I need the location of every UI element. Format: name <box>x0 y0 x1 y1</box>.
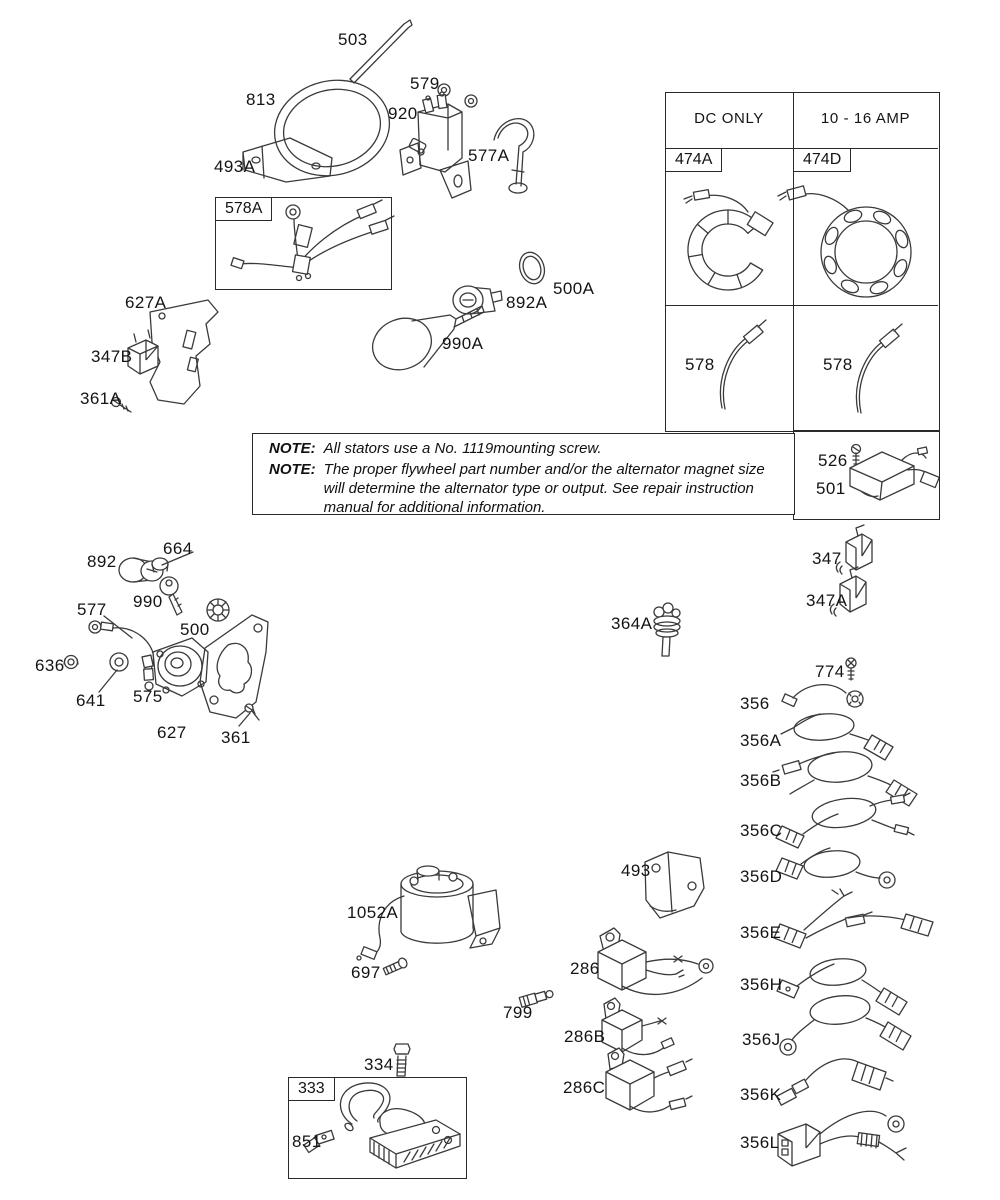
wire-356-drawing <box>782 685 863 707</box>
washer-500-drawing <box>207 599 229 621</box>
part-label-501-15: 501 <box>816 479 846 498</box>
boxed-label-474A: 474A <box>665 148 722 172</box>
table-header-10-16-amp: 10 - 16 AMP <box>820 110 911 127</box>
screw-697-drawing <box>382 957 408 976</box>
part-label-347B-7: 347B <box>91 347 133 366</box>
harness-356H-drawing <box>777 956 907 1015</box>
part-label-990-20: 990 <box>133 592 163 611</box>
harness-356D-drawing <box>776 848 895 888</box>
part-label-356L-39: 356L <box>740 1133 780 1152</box>
harness-356E-drawing <box>774 889 933 948</box>
regulator-cell-outline <box>793 430 940 520</box>
part-label-627A-6: 627A <box>125 293 167 312</box>
part-label-356-30: 356 <box>740 694 770 713</box>
harness-356L-drawing <box>778 1111 906 1166</box>
part-label-892A-10: 892A <box>506 293 548 312</box>
screw-361-drawing <box>239 704 259 726</box>
stator-table-outline <box>665 92 940 432</box>
part-label-286B-45: 286B <box>564 1027 606 1046</box>
note-row-2 <box>269 460 784 517</box>
part-label-500-22: 500 <box>180 620 210 639</box>
module-286B-drawing <box>602 998 674 1055</box>
part-label-813-1: 813 <box>246 90 276 109</box>
part-label-578-13: 578 <box>823 355 853 374</box>
ring-500A-drawing <box>516 249 549 287</box>
wire-356K-drawing <box>777 1059 893 1105</box>
boxed-label-333: 333 <box>288 1077 335 1101</box>
part-label-579-2: 579 <box>410 74 440 93</box>
bracket-627A-drawing <box>150 300 218 404</box>
note-row-1 <box>269 439 784 458</box>
key-990-drawing <box>160 577 182 615</box>
part-label-1052A-40: 1052A <box>347 903 399 922</box>
part-label-500A-9: 500A <box>553 279 595 298</box>
harness-356C-drawing <box>776 793 914 848</box>
part-label-641-24: 641 <box>76 691 106 710</box>
nut-636-drawing <box>64 656 78 669</box>
part-label-286-43: 286 <box>570 959 600 978</box>
note-1-label: NOTE: <box>269 440 316 457</box>
part-label-286C-46: 286C <box>563 1078 606 1097</box>
part-label-361-27: 361 <box>221 728 251 747</box>
module-286-drawing <box>598 928 713 994</box>
bolt-334-drawing <box>394 1044 410 1076</box>
part-label-356H-36: 356H <box>740 975 783 994</box>
part-label-575-25: 575 <box>133 687 163 706</box>
part-label-636-23: 636 <box>35 656 65 675</box>
part-label-356E-35: 356E <box>740 923 782 942</box>
part-label-526-14: 526 <box>818 451 848 470</box>
part-label-361A-8: 361A <box>80 389 122 408</box>
note-2-label: NOTE: <box>269 461 316 478</box>
boxed-label-578A: 578A <box>215 197 272 221</box>
switch-347B-drawing <box>128 330 158 374</box>
part-label-493-42: 493 <box>621 861 651 880</box>
part-label-774-29: 774 <box>815 662 845 681</box>
part-label-356J-37: 356J <box>742 1030 781 1049</box>
part-label-334-47: 334 <box>364 1055 394 1074</box>
note-box <box>252 433 795 515</box>
module-286C-drawing <box>606 1048 692 1112</box>
stator-table-row-line <box>665 305 938 306</box>
part-label-356A-31: 356A <box>740 731 782 750</box>
table-header-dc-only: DC ONLY <box>694 110 764 127</box>
part-label-799-44: 799 <box>503 1003 533 1022</box>
part-label-577A-4: 577A <box>468 146 510 165</box>
bracket-493-drawing <box>645 852 704 918</box>
part-label-851-48: 851 <box>292 1132 322 1151</box>
part-label-664-18: 664 <box>163 539 193 558</box>
boxed-label-474D: 474D <box>793 148 851 172</box>
part-label-920-3: 920 <box>388 104 418 123</box>
switch-347-drawing <box>836 525 872 574</box>
note-1-text: All stators use a No. 1119mounting screw. <box>323 440 602 457</box>
note-2-text: The proper flywheel part number and/or the alternator magnet size will determine the alternator type or output. See repair instruction manual for additional information. <box>323 461 765 516</box>
part-label-347A-17: 347A <box>806 591 848 610</box>
part-label-356C-33: 356C <box>740 821 783 840</box>
plug-364A-drawing <box>654 603 680 656</box>
part-label-493A-5: 493A <box>214 157 256 176</box>
part-label-892-19: 892 <box>87 552 117 571</box>
part-label-577-21: 577 <box>77 600 107 619</box>
part-label-356B-32: 356B <box>740 771 782 790</box>
part-label-356K-38: 356K <box>740 1085 782 1104</box>
part-label-356D-34: 356D <box>740 867 783 886</box>
part-label-503-0: 503 <box>338 30 368 49</box>
part-label-697-41: 697 <box>351 963 381 982</box>
part-label-990A-11: 990A <box>442 334 484 353</box>
screw-774-drawing <box>846 658 856 680</box>
part-label-347-16: 347 <box>812 549 842 568</box>
washer-641-drawing <box>99 653 128 692</box>
bracket-627-drawing <box>200 615 268 718</box>
part-label-627-26: 627 <box>157 723 187 742</box>
part-label-578-12: 578 <box>685 355 715 374</box>
part-label-364A-28: 364A <box>611 614 653 633</box>
